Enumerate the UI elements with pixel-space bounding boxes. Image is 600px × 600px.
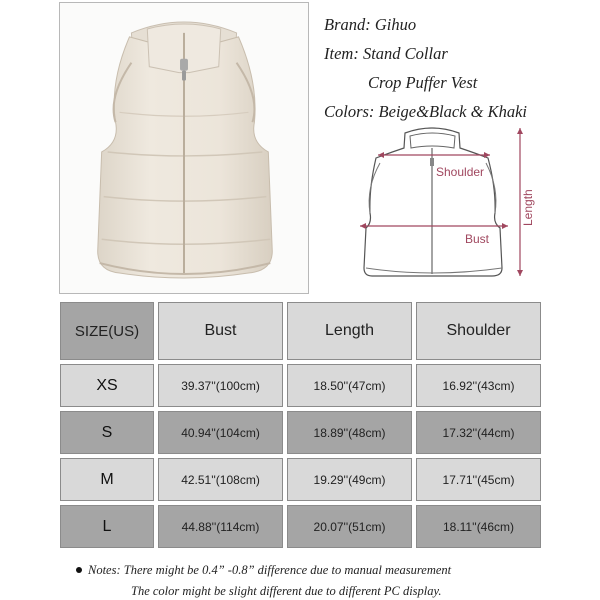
bust-cell: 39.37''(100cm): [158, 364, 283, 407]
size-cell: S: [60, 411, 154, 454]
length-cell: 18.89''(48cm): [287, 411, 412, 454]
length-cell: 18.50''(47cm): [287, 364, 412, 407]
length-cell: 19.29''(49cm): [287, 458, 412, 501]
shoulder-cell: 16.92''(43cm): [416, 364, 541, 407]
product-photo: [59, 2, 309, 294]
notes: [76, 560, 596, 600]
note-text-1: Notes: There might be 0.4” -0.8” difference due to manual measurement: [88, 563, 452, 577]
size-chart-table: [60, 302, 541, 552]
bust-cell: 42.51''(108cm): [158, 458, 283, 501]
colors-text: Colors: Beige&Black & Khaki: [324, 102, 528, 121]
vest-outline: [364, 128, 502, 276]
shoulder-cell: 18.11''(46cm): [416, 505, 541, 548]
bust-cell: 44.88''(114cm): [158, 505, 283, 548]
shoulder-cell: 17.71''(45cm): [416, 458, 541, 501]
table-row: [60, 458, 541, 501]
item-text-continued: Crop Puffer Vest: [368, 73, 478, 92]
bullet-icon: [76, 567, 82, 573]
bust-label: Bust: [465, 232, 490, 246]
item-text: Item: Stand Collar: [324, 44, 448, 63]
table-row: [60, 364, 541, 407]
header-size: SIZE(US): [60, 302, 154, 360]
table-row: [60, 505, 541, 548]
shoulder-cell: 17.32''(44cm): [416, 411, 541, 454]
brand-text: Brand: Gihuo: [324, 15, 417, 34]
measurement-diagram: [360, 118, 550, 288]
beige-puffer-vest-image: [60, 3, 308, 293]
header-length: Length: [287, 302, 412, 360]
size-cell: L: [60, 505, 154, 548]
size-cell: XS: [60, 364, 154, 407]
length-cell: 20.07''(51cm): [287, 505, 412, 548]
length-label: Length: [521, 189, 535, 226]
note-line-1: [76, 560, 596, 581]
size-cell: M: [60, 458, 154, 501]
product-info: [324, 10, 594, 126]
shoulder-label: Shoulder: [436, 165, 485, 179]
table-header-row: [60, 302, 541, 360]
vest-outline-diagram: [360, 118, 550, 288]
bust-cell: 40.94''(104cm): [158, 411, 283, 454]
header-shoulder: Shoulder: [416, 302, 541, 360]
table-row: [60, 411, 541, 454]
note-text-2: The color might be slight different due to different PC display.: [131, 584, 442, 598]
header-bust: Bust: [158, 302, 283, 360]
